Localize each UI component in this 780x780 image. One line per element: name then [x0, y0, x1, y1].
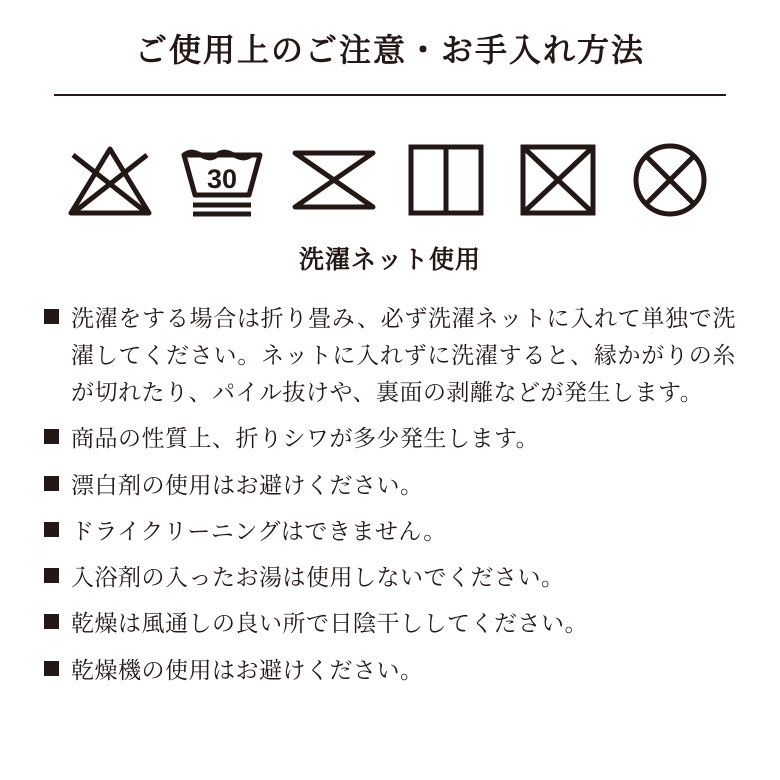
note-text: ドライクリーニングはできません。	[71, 517, 447, 544]
note-text: 乾燥は風通しの良い所で日陰干ししてください。	[71, 610, 588, 637]
no-dry-clean-symbol	[626, 138, 714, 222]
line-dry-symbol	[402, 138, 490, 222]
square-bullet-icon	[44, 614, 59, 629]
note-text: 乾燥機の使用はお避けください。	[71, 656, 424, 683]
note-text: 商品の性質上、折りシワが多少発生します。	[71, 425, 540, 452]
square-bullet-icon	[44, 661, 59, 676]
square-bullet-icon	[44, 522, 59, 537]
no-wring-symbol	[290, 138, 378, 222]
no-iron-symbol	[514, 138, 602, 222]
square-bullet-icon	[44, 476, 59, 491]
note-text: 洗濯をする場合は折り畳み、必ず洗濯ネットに入れて単独で洗濯してください。ネットに入れずに洗濯すると、縁かがりの糸が切れたり、パイル抜けや、裏面の剥離などが発生します。	[71, 304, 736, 406]
net-usage-caption: 洗濯ネット使用	[298, 245, 481, 274]
square-bullet-icon	[44, 568, 59, 583]
list-item	[44, 513, 736, 550]
note-text: 入浴剤の入ったお湯は使用しないでください。	[71, 564, 565, 591]
no-hand-wash-symbol	[66, 138, 154, 222]
square-bullet-icon	[44, 429, 59, 444]
list-item	[44, 300, 736, 412]
list-item	[44, 420, 736, 457]
machine-wash-30-symbol	[178, 138, 266, 222]
care-symbol-row	[0, 138, 780, 222]
square-bullet-icon	[44, 309, 59, 324]
list-item	[44, 652, 736, 689]
notes-list	[0, 300, 780, 689]
page-title: ご使用上のご注意・お手入れ方法	[134, 32, 645, 68]
title-block	[0, 0, 780, 96]
note-text: 漂白剤の使用はお避けください。	[71, 471, 424, 498]
list-item	[44, 605, 736, 642]
list-item	[44, 559, 736, 596]
svg-text:30: 30	[206, 163, 238, 194]
list-item	[44, 467, 736, 504]
title-divider	[54, 94, 726, 96]
